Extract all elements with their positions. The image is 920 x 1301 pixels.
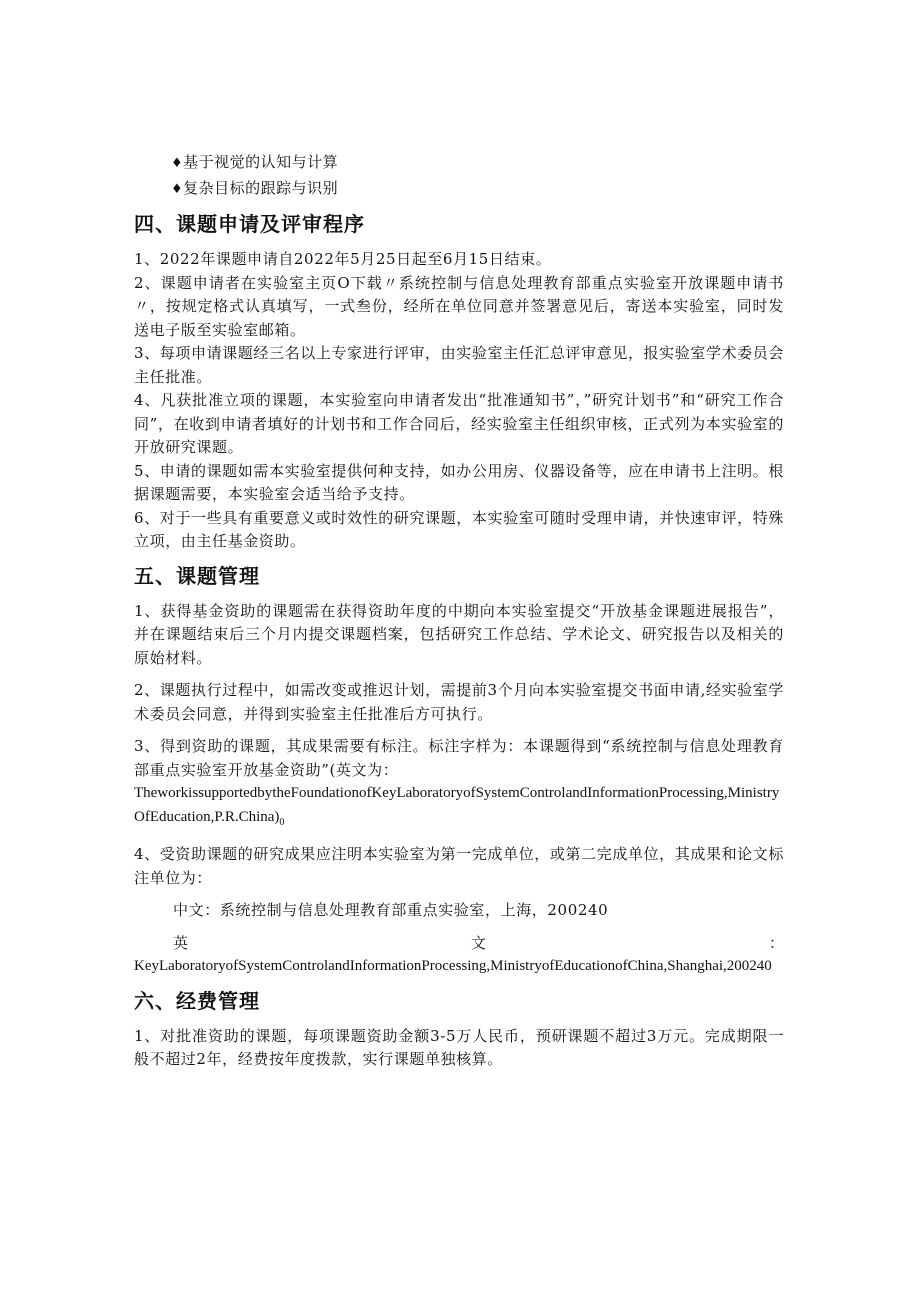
section-5-item-2: 2、课题执行过程中，如需改变或推迟计划，需提前3个月向本实验室提交书面申请,经实验室学术委员会同意，并得到实验室主任批准后方可执行。 [134,681,784,723]
label-colon: ： [768,933,784,952]
english-affiliation-label [134,932,784,956]
document-page [134,150,784,1072]
bullet-text: 复杂目标的跟踪与识别 [183,179,339,197]
section-4-item-5: 5、申请的课题如需本实验室提供何种支持，如办公用房、仪器设备等，应在申请书上注明。根据课题需要，本实验室会适当给予支持。 [134,461,784,503]
section-5-item-4: 4、受资助课题的研究成果应注明本实验室为第一完成单位，或第二完成单位，其成果和论文标注单位为： [134,845,784,887]
section-6-item-1: 1、对批准资助的课题，每项课题资助金额3-5万人民币，预研课题不超过3万元。完成期限一般不超过2年，经费按年度拨款，实行课题单独核算。 [134,1026,784,1068]
diamond-bullet-icon: ♦ [171,156,184,171]
section-4-item-4: 4、凡获批准立项的课题，本实验室向申请者发出“批准通知书”，”研究计划书”和“研究工作合同”，在收到申请者填好的计划书和工作合同后，经实验室主任组织审核，正式列为本实验室的开放研究课题。 [134,391,784,456]
section-6-heading: 六、经费管理 [134,988,260,1013]
section-5-item-1: 1、获得基金资助的课题需在获得资助年度的中期向本实验室提交“开放基金课题进展报告”，并在课题结束后三个月内提交课题档案，包括研究工作总结、学术论文、研究报告以及相关的原始材料。 [134,601,784,667]
section-4-item-6: 6、对于一些具有重要意义或时效性的研究课题，本实验室可随时受理申请，并快速审评，特殊立项，由主任基金资助。 [134,508,784,550]
label-char-2: 文 [470,933,486,952]
subscript-zero: 0 [279,816,285,828]
label-char-1: 英 [173,933,189,952]
bullet-item [171,176,784,202]
section-4-item-3: 3、每项申请课题经三名以上专家进行评审，由实验室主任汇总评审意见，报实验室学术委员会主任批准。 [134,344,784,386]
chinese-affiliation: 中文：系统控制与信息处理教育部重点实验室，上海，200240 [173,901,609,919]
section-5-item-3: 3、得到资助的课题，其成果需要有标注。标注字样为：本课题得到“系统控制与信息处理教育部重点实验室开放基金资助”(英文为： [134,737,784,779]
bullet-text: 基于视觉的认知与计算 [183,153,339,171]
english-affiliation: KeyLaboratoryofSystemControlandInformationProcessing,MinistryofEducationofChina,Shanghai,200240 [134,958,772,974]
section-4-item-1: 1、2022年课题申请自2022年5月25日起至6月15日结束。 [134,250,552,268]
english-acknowledgement: TheworkissupportedbytheFoundationofKeyLaboratoryofSystemControlandInformationProcessing,MinistryOfEducation,P.R.China) [134,785,780,825]
section-5-item-3-english [134,782,784,834]
bullet-item [171,150,784,176]
section-4-heading: 四、课题申请及评审程序 [134,212,365,236]
section-4-item-2: 2、课题申请者在实验室主页O下载〃系统控制与信息处理教育部重点实验室开放课题申请书〃，按规定格式认真填写，一式叁份，经所在单位同意并签署意见后，寄送本实验室，同时发送电子版至实验室邮箱。 [134,273,784,339]
section-5-heading: 五、课题管理 [134,563,260,588]
diamond-bullet-icon: ♦ [171,182,184,197]
